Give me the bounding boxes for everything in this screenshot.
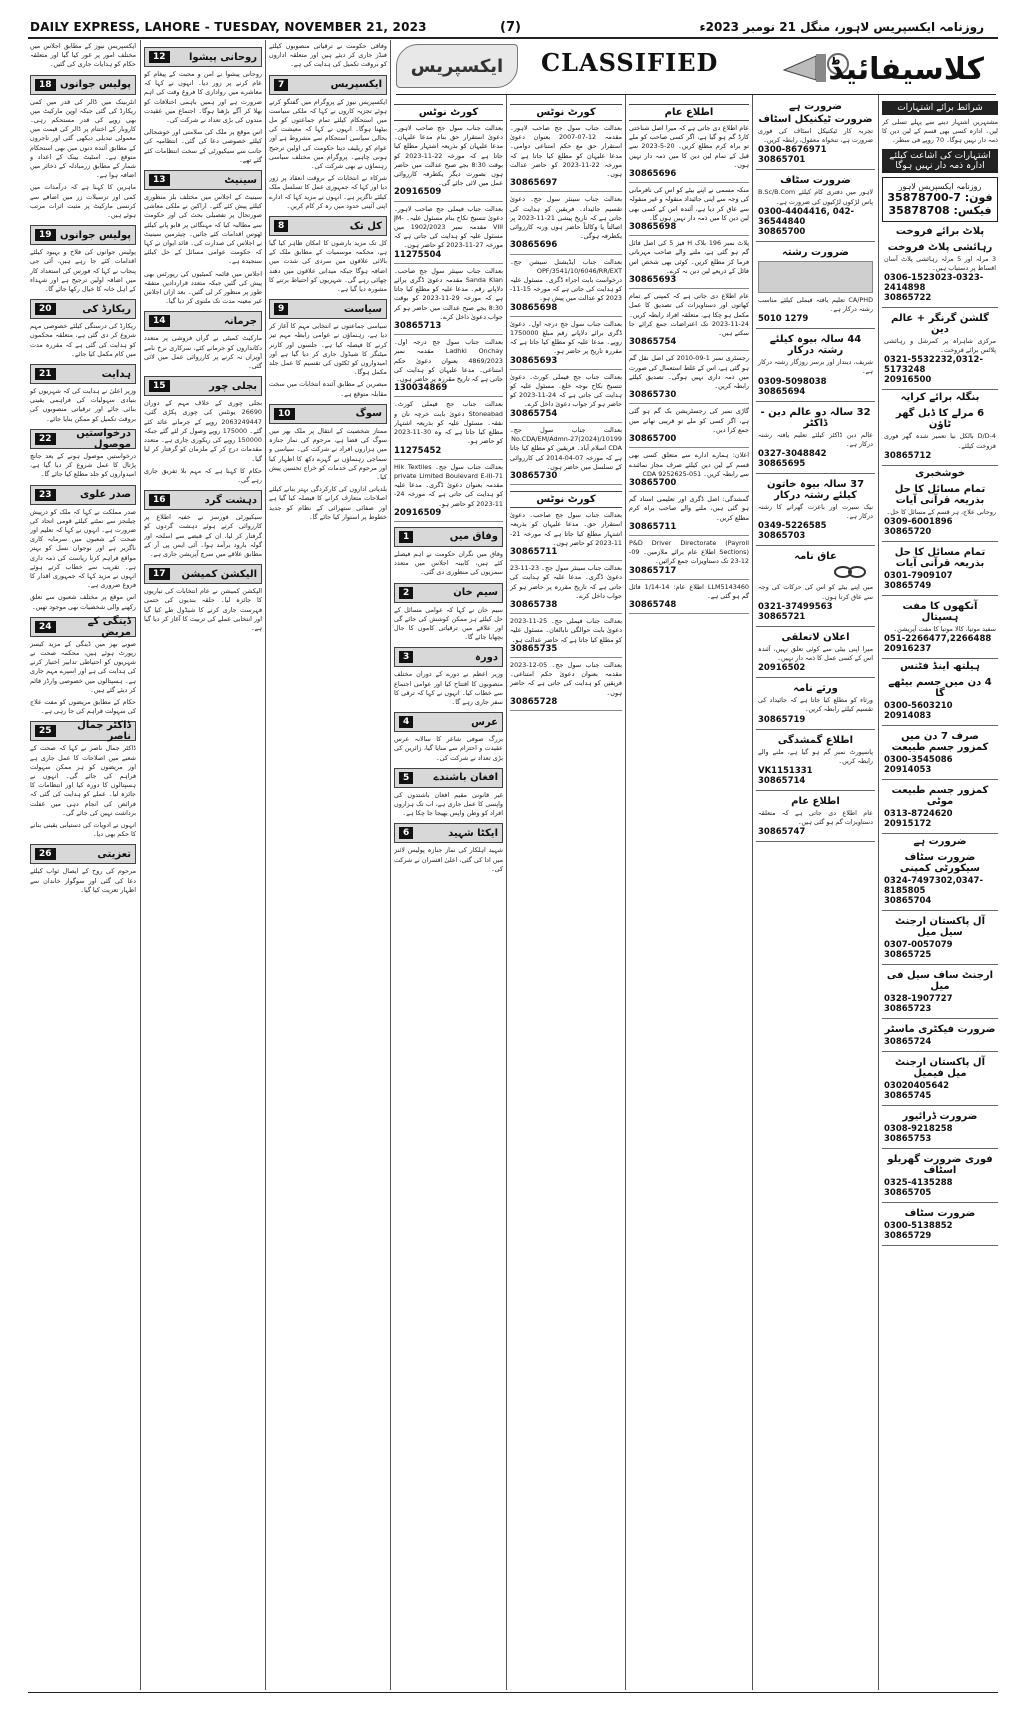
section-header: الیکشن کمیشن 17 <box>144 564 262 584</box>
column-rule <box>265 40 266 1690</box>
classified-ad: 6 مرلے کا ڈبل گھر ٹاؤن 4-D/D بالکل نیا تعمیر شدہ گھر فوری فروخت کیلئے۔ 30865712 <box>882 405 998 465</box>
public-notice: اعلان: ہمارے ادارے سے متعلق کسی بھی قسم کے لین دین کیلئے صرف مجاز نمائندے سے رابطہ کریں۔ 051-9252625 CDA 30865700 <box>629 451 749 492</box>
column-rule <box>625 95 626 1690</box>
public-notice: عام اطلاع دی جاتی ہے کہ کمپنی کے تمام کھاتوں اور دستاویزات کی تصدیق کا عمل مکمل ہو چکا ہے، متعلقہ افراد رابطہ کریں۔ 24-11-2023 تک اعتراضات جمع کرائے جا سکتے ہیں۔ 30865754 <box>629 292 749 351</box>
section-header: افغان باشندے 5 <box>394 768 503 788</box>
news-column-1: ایکسپریس نیوز کے مطابق اجلاس میں مختلف امور پر غور کیا گیا اور متعلقہ حکام کو ہدایات جاری کی گئیں۔ پولیس جوانوں 18 انٹربینک میں ڈالر کی قدر میں کمی ریکارڈ کی گئی جبکہ اوپن مارکیٹ میں بھی روپے کی قدر مستحکم رہی۔ کاروبار کے اختتام پر ڈالر کی قیمت میں معمولی تبدیلی دیکھی گئی اور تاجروں کے مطابق آئندہ دنوں میں بھی استحکام متوقع ہے۔ اسٹیٹ بینک کے اعداد و شمار کے مطابق زرمبادلہ کے ذخائر میں اضافہ ہوا ہے۔ ماہرین کا کہنا ہے کہ درآمدات میں کمی اور ترسیلات زر میں اضافے سے کرنسی مارکیٹ پر مثبت اثرات مرتب ہوئے ہیں۔ پولیس جوانوں 19 پولیس جوانوں کی فلاح و بہبود کیلئے اقدامات کئے جا رہے ہیں، آئی جی پنجاب نے کہا کہ فورس کی استعداد کار میں اضافہ اولین ترجیح ہے اور شہداء کے اہل خانہ کا خیال رکھا جائے گا۔ ریکارڈ کی 20 ریکارڈ کی درستگی کیلئے خصوصی مہم شروع کر دی گئی ہے، متعلقہ محکموں کو ہدایت کی گئی ہے کہ مقررہ مدت میں کام مکمل کیا جائے۔ ہدایت 21 وزیر اعلیٰ نے ہدایت کی کہ شہریوں کو بنیادی سہولیات کی فراہمی یقینی بنائی جائے اور ترقیاتی منصوبوں کی بروقت تکمیل کو ممکن بنایا جائے۔ درخواستیں موصول 22 درخواستیں موصول ہونے کے بعد جانچ پڑتال کا عمل شروع کر دیا گیا ہے، امیدواروں کو جلد مطلع کیا جائے گا۔ صدر علوی 23 صدر مملکت نے کہا کہ ملک کو درپیش چیلنجز سے نمٹنے کیلئے قومی اتحاد کی ضرورت ہے۔ انہوں نے کہا کہ تعلیم اور صحت کے شعبوں میں سرمایہ کاری ناگزیر ہے اور نوجوان نسل کو بہتر مواقع فراہم کرنا ریاست کی ذمہ داری ہے۔ تقریب سے خطاب کرتے ہوئے انہوں نے مزید کہا کہ جمہوری اقدار کا فروغ ضروری ہے۔ اس موقع پر مختلف شعبوں سے تعلق رکھنے والی شخصیات بھی موجود تھیں۔ ڈینگی کے مریض 24 صوبے بھر میں ڈینگی کے مزید کیسز رپورٹ ہوئے ہیں، محکمہ صحت نے شہریوں کو احتیاطی تدابیر اختیار کرنے کی ہدایت کی ہے اور اسپرے مہم جاری ہے۔ ہسپتالوں میں خصوصی وارڈز قائم کر دیئے گئے ہیں۔ حکام کے مطابق مریضوں کو مفت علاج کی سہولت فراہم کی جا رہی ہے۔ ڈاکٹر جمال ناصر 25 ڈاکٹر جمال ناصر نے کہا کہ صحت کے شعبے میں اصلاحات کا عمل جاری ہے اور مریضوں کو ہر ممکن سہولت فراہم کی جائے گی۔ انہوں نے ہسپتالوں کا دورہ کیا اور انتظامات کا جائزہ لیا۔ عملے کو ہدایت کی گئی کہ فرائض کی انجام دہی میں غفلت برداشت نہیں کی جائے گی۔ انہوں نے ادویات کی دستیابی یقینی بنانے کا حکم بھی دیا۔ تعزیتی 26 مرحوم کی روح کے ایصال ثواب کیلئے دعا کی گئی اور سوگوار خاندان سے اظہار تعزیت کیا گیا۔ <box>30 42 136 894</box>
classified-urdu-title: کلاسیفائیڈ <box>828 52 984 87</box>
classified-ad: ضرورت ہے ضرورت ٹیکنیکل اسٹاف تجربہ کار ٹیکنیکل اسٹاف کی فوری ضرورت ہے، تنخواہ معقول، رابطہ کریں۔ 0300-8676971 30865701 <box>756 98 875 170</box>
classified-ad: اطلاع گمشدگی پاسپورٹ نمبر گم ہو گیا ہے، ملنے والے رابطہ کریں۔ VK1151331 30865714 <box>756 732 875 791</box>
category-label: ضرورت ہے <box>913 836 967 848</box>
terms-text: مشتہرین اشتہار دینے سے پہلے تسلی کر لیں۔ ادارہ کسی بھی قسم کے لین دین کا ذمہ دار نہیں ہوگا۔ 70 روپے فی سطر۔ <box>882 118 998 145</box>
court-notice: بعدالت جناب سول جج۔ 05-12-2023 مقدمہ بعنوان دعویٰ حکم امتناعی۔ فریقین کو ہدایت کی جاتی ہے کہ حاضر ہوں۔ 30865728 <box>510 661 622 711</box>
section-header: بجلی چور 15 <box>144 376 262 396</box>
public-notice: گاڑی نمبر کی رجسٹریشن بک گم ہو گئی ہے، اگر کسی کو ملے تو قریبی تھانے میں جمع کرا دیں۔ 30865700 <box>629 407 749 448</box>
section-header: صدر علوی 23 <box>30 485 136 505</box>
classified-ad: ورثے نامہ ورثاء کو مطلع کیا جاتا ہے کہ جائیداد کی تقسیم کیلئے رابطہ کریں۔ 30865719 <box>756 680 875 729</box>
section-header: روحانی پیشوا 12 <box>144 47 262 67</box>
matrimonial-image <box>758 261 873 293</box>
terms-bar: شرائط برائے اشتہارات <box>882 101 998 115</box>
classified-ad: 4 دن میں جسم بیٹھے گا 0300-5603210 20914083 <box>882 674 998 726</box>
classified-ad: ضرورت ڈرائیور 0308-9218258 30865753 <box>882 1108 998 1149</box>
news-column-2: روحانی پیشوا 12 روحانی پیشوا نے امن و محبت کے پیغام کو عام کرنے پر زور دیا۔ انہوں نے کہا کہ معاشرے میں رواداری کا فروغ وقت کی اہم ضرورت ہے اور ہمیں باہمی اختلافات کو بھلا کر آگے بڑھنا ہوگا۔ اجتماع میں عقیدت مندوں کی بڑی تعداد نے شرکت کی۔ اس موقع پر ملک کی سلامتی اور خوشحالی کیلئے خصوصی دعا کی گئی۔ انتظامیہ کی جانب سے سیکیورٹی کے سخت انتظامات کئے گئے تھے۔ سینیٹ 13 سینیٹ کے اجلاس میں مختلف بلز منظوری کیلئے پیش کئے گئے۔ اراکین نے ملکی معاشی صورتحال پر تفصیلی بحث کی اور حکومت سے مطالبہ کیا کہ مہنگائی پر قابو پانے کیلئے ٹھوس اقدامات کئے جائیں۔ چیئرمین سینیٹ نے اجلاس کی صدارت کی۔ قائد ایوان نے کہا کہ حکومت عوامی مسائل کے حل کیلئے سنجیدہ ہے۔ اجلاس میں قائمہ کمیٹیوں کی رپورٹس بھی پیش کی گئیں جبکہ متعدد قراردادیں متفقہ طور پر منظور کر لی گئیں۔ بعد ازاں اجلاس غیر معینہ مدت تک ملتوی کر دیا گیا۔ جرمانہ 14 مارکیٹ کمیٹی نے گراں فروشی پر متعدد دکانداروں کو جرمانے کئے، سرکاری نرخ نامے آویزاں نہ کرنے پر کارروائی عمل میں لائی گئی۔ بجلی چور 15 بجلی چوری کے خلاف مہم کے دوران 26690 یونٹس کی چوری پکڑی گئی، 2063249447 روپے کے جرمانے عائد کئے گئے۔ 175000 روپے وصول کر لئے گئے جبکہ 150000 روپے کی ریکوری جاری ہے۔ متعدد مقدمات درج کر کے ملزمان کو گرفتار کر لیا گیا۔ حکام کا کہنا ہے کہ مہم بلا تفریق جاری رہے گی۔ دہشت گرد 16 سیکیورٹی فورسز نے خفیہ اطلاع پر کارروائی کرتے ہوئے دہشت گردوں کو گرفتار کر لیا، ان کے قبضے سے اسلحہ اور گولہ بارود برآمد ہوا۔ آئی ایس پی آر کے مطابق علاقے میں سرچ آپریشن جاری ہے۔ الیکشن کمیشن 17 الیکشن کمیشن نے عام انتخابات کی تیاریوں کا جائزہ لیا۔ حلقہ بندیوں کی حتمی فہرست جاری کرنے کا شیڈول طے کیا گیا اور انتخابی عملے کی تربیت کا آغاز کر دیا گیا ہے۔ <box>144 42 262 1690</box>
public-notice-header: اطلاع عام <box>629 104 749 121</box>
court-notice: بعدالت جناب جج فیملی کورٹ۔ دعویٰ تنسیخ نکاح بوجہ خلع۔ مسئول علیہ کو ہدایت کی جاتی ہے کہ 24-11-2023 کو حاضر ہو کر جواب دعویٰ داخل کرے۔ 30865754 <box>510 373 622 423</box>
court-notice: بعدالت جناب سول جج صاحب لاہور۔ مقدمہ 12-07-2007 بعنوان دعویٰ استقرار حق مع حکم امتناعی دوامی۔ مدعا علیہان کو مطلع کیا جاتا ہے کہ مورخہ 22-11-2023 کو حاضر عدالت ہوں۔ 30865697 <box>510 124 622 192</box>
public-notice: P&D Driver Directorate (Payroll Sections) اطلاع عام برائے ملازمین۔ 09-12-23 تک دستاویزات جمع کرائیں۔ 30865717 <box>629 539 749 580</box>
classified-ad: آنکھوں کا مفت ہسپتال سفید موتیا، کالا موتیا کا مفت آپریشن۔ 051-2266477,2266488 20916237 <box>882 598 998 659</box>
court-notice: بعدالت جناب فیملی جج۔ 25-11-2023 دعویٰ بابت حوالگی نابالغان۔ مسئول علیہ کو مطلع کیا جاتا ہے کہ حاضر عدالت ہو۔ 30865735 <box>510 617 622 658</box>
news-text: ایکسپریس نیوز کے مطابق اجلاس میں مختلف امور پر غور کیا گیا اور متعلقہ حکام کو ہدایات جاری کی گئیں۔ <box>30 42 136 69</box>
section-header: سیاست 9 <box>269 299 387 319</box>
court-notice: بعدالت جناب سینئر سول جج۔ دعویٰ تقسیم جائیداد۔ فریقین کو ہدایت کی جاتی ہے کہ تاریخ پیشی 21-11-2023 پر اصالتاً یا وکالتاً حاضر ہوں ورنہ کارروائی یکطرفہ ہوگی۔ 30865696 <box>510 195 622 254</box>
section-header: وفاق میں 1 <box>394 527 503 547</box>
classified-title: CLASSIFIED <box>541 48 719 77</box>
court-notice: بعدالت جناب سول جج صاحب لاہور۔ دعویٰ استقرار حق بنام مدعا علیہان۔ مدعا علیہان کو بذریعہ اشتہار مطلع کیا جاتا ہے کہ مورخہ 22-11-2023 کو بوقت 8:30 بجے صبح عدالت میں حاضر ہوں بصورت دیگر یکطرفہ کارروائی عمل میں لائی جائے گی۔ 20916509 <box>394 124 503 202</box>
section-header: ڈینگی کے مریض 24 <box>30 617 136 637</box>
category-label: بنگلہ برائے کرایہ <box>900 392 980 404</box>
court-notice: بعدالت جناب سینئر سول جج۔ 23-11-23 دعویٰ ڈگری۔ مدعا علیہ کو ہدایت کی جاتی ہے کہ تاریخ مقررہ پر حاضر ہو کر جواب داخل کرے۔ 30865738 <box>510 564 622 614</box>
court-notice: بعدالت جناب سول جج۔ Hik Textiles private Limited Boulevard E-III-71 مقدمہ بعنوان دعویٰ ڈگری۔ مدعا علیہ کو ہدایت کی جاتی ہے کہ مورخہ 24-11-2023 کو حاضر ہو۔ 20916509 <box>394 463 503 522</box>
classified-ad: تمام مسائل کا حل بذریعہ قرآنی آیات روحانی علاج، ہر قسم کے مسائل کا حل۔ 0309-6001896 30865720 <box>882 481 998 542</box>
court-notice: بعدالت جناب جج فیملی کورٹ۔ Stoneabad دعویٰ بابت خرچہ نان و نفقہ۔ مسئول علیہ کو بذریعہ اشتہار مطلع کیا جاتا ہے کہ وہ 30-11-2023 کو حاضر ہو۔ 11275452 <box>394 400 503 459</box>
classified-ad: اعلان لاتعلقی میرا اپنی بیٹی سے کوئی تعلق نہیں، آئندہ اس کے کسی عمل کا ذمہ دار نہیں۔ 20916502 <box>756 629 875 678</box>
public-notice: پلاٹ نمبر 196 بلاک H فیز 5 کی اصل فائل گم ہو گئی ہے، ملنے والے صاحب مہربانی فرما کر مطلع کریں۔ کوئی بھی شخص اس فائل کے ذریعے لین دین نہ کرے۔ 30865693 <box>629 239 749 289</box>
classified-ad: تمام مسائل کا حل بذریعہ قرآنی آیات 0301-7909107 30865749 <box>882 544 998 596</box>
section-header: کل تک 8 <box>269 216 387 236</box>
category-label: پلاٹ برائے فروخت <box>895 225 985 237</box>
public-notice: منکہ مسمی نے اپنے بیٹے کو اس کی نافرمانی کی وجہ سے اپنی جائیداد منقولہ و غیر منقولہ سے عاق کر دیا ہے، آئندہ اس کے کسی بھی لین دین کا میں ذمہ دار نہیں ہوں گا۔ 30865698 <box>629 186 749 236</box>
footer-rule <box>28 1692 998 1693</box>
page-number: (7) <box>500 20 521 35</box>
court-notice: بعدالت جناب سول جج صاحب۔ دعویٰ استقرار حق۔ مدعا علیہان کو بذریعہ اشتہار مطلع کیا جاتا ہے کہ مورخہ 21-11-2023 کو حاضر ہوں۔ 30865711 <box>510 511 622 561</box>
section-header: جرمانہ 14 <box>144 311 262 331</box>
public-notice: عام اطلاع دی جاتی ہے کہ میرا اصل شناختی کارڈ گم ہو گیا ہے، اگر کسی صاحب کو ملے تو براہ کرم مطلع کریں۔ 20-5-2023 سے قبل کے تمام لین دین کا میں ذمہ دار نہیں ہوں۔ 30865696 <box>629 124 749 183</box>
public-notice-column <box>629 98 749 1690</box>
section-header: سینیٹ 13 <box>144 170 262 190</box>
court-notice: بعدالت جناب سول جج۔ No.CDA/EM/Admn-27(2024)/10199 CDA اسلام آباد۔ فریقین کو مطلع کیا جاتا ہے کہ مورخہ 07-04-2014 کی کارروائی کے تسلسل میں حاضر ہوں۔ 30865730 <box>510 426 622 485</box>
section-header: پولیس جوانوں 19 <box>30 225 136 245</box>
court-notice: بعدالت جناب ایڈیشنل سیشن جج۔ OPF/3541/10/6046/RR/EXT درخواست بابت اجراء ڈگری۔ مسئول علیہ کو ہدایت کی جاتی ہے کہ مورخہ 15-11-2023 کو عدالت میں پیش ہو۔ 30865698 <box>510 258 622 317</box>
classified-ad: آل پاکستان ارجنٹ میل فیمیل 03020405642 30865745 <box>882 1054 998 1106</box>
court-notice: بعدالت جناب سینئر سول جج صاحب۔ Sanda Klan مقدمہ دعویٰ ڈگری برائے دلاپانے رقم۔ مدعا علیہ کو مطلع کیا جاتا ہے کہ مورخہ 29-11-2023 کو بوقت 8:30 بجے صبح عدالت میں حاضر ہو کر جواب دعویٰ داخل کرے۔ 30865713 <box>394 267 503 335</box>
classified-ad: رہائشی پلاٹ فروخت 3 مرلہ اور 5 مرلہ رہائشی پلاٹ آسان اقساط پر دستیاب ہیں۔ 0306-1523023-0323-2414898 30865722 <box>882 239 998 308</box>
contact-box: روزنامہ ایکسپریس لاہور فون: 35878700-7 فیکس: 35878708 <box>882 177 998 222</box>
classified-ads-column <box>756 98 875 1690</box>
column-rule <box>140 40 141 1690</box>
court-notice: بعدالت جناب سول جج درجہ اول۔ دعویٰ ڈگری برائے دلاپانے رقم مبلغ 1750000 روپے۔ مدعا علیہ کو مطلع کیا جاتا ہے کہ مقررہ تاریخ پر حاضر ہو۔ 30865693 <box>510 320 622 370</box>
court-notice: بعدالت جناب فیملی جج صاحب لاہور۔ دعویٰ تنسیخ نکاح بنام مسئول علیہ۔ JM-VIII مقدمہ نمبر 1902/2023 میں مسئول علیہ کو ہدایت کی جاتی ہے کہ مورخہ 27-11-2023 کو حاضر ہوں۔ 11275504 <box>394 205 503 264</box>
classified-ad: فوری ضرورت گھریلو اسٹاف 0325-4135288 30865705 <box>882 1151 998 1203</box>
classified-masthead <box>396 40 868 92</box>
chain-icon <box>833 565 873 579</box>
section-header: تعزیتی 26 <box>30 844 136 864</box>
classified-ad: عاق نامہ میں اپنے بیٹے کو اس کی حرکات کی وجہ سے عاق کرتا ہوں۔ 0321-37499563 30865721 <box>756 548 875 626</box>
right-ads-column <box>882 98 998 1690</box>
classified-ad: ارجنٹ ساف سیل فی میل 0328-1907727 30865723 <box>882 967 998 1019</box>
classified-ad: صرف 7 دن میں کمزور جسم طبیعت 0300-3545086 20914053 <box>882 728 998 780</box>
section-header: ڈاکٹر جمال ناصر 25 <box>30 721 136 741</box>
public-notice: رجسٹری نمبر 1-09-2010 کی اصل نقل گم ہو گئی ہے، اس کے غلط استعمال کی صورت میں ذمہ داری نہیں ہوگی۔ تصدیق کیلئے رابطہ کریں۔ 30865730 <box>629 354 749 404</box>
classified-ad: 37 سالہ بیوہ خاتون کیلئے رشتہ درکار نیک سیرت اور باعزت گھرانے کا رشتہ درکار ہے۔ 0349-5226585 30865703 <box>756 476 875 546</box>
classified-ad: کمزور جسم طبیعت موٹی 0313-8724620 20915172 <box>882 782 998 834</box>
court-notice-header: کورٹ نوٹس <box>510 491 622 508</box>
section-header: دہشت گرد 16 <box>144 490 262 510</box>
public-notice: LLM5143460 اطلاع عام: 14-1/14 فائل گم ہو گئی ہے۔ 30865748 <box>629 583 749 615</box>
classified-ad: ضرورت فیکٹری ماسٹر 30865724 <box>882 1021 998 1052</box>
court-notice-column: کورٹ نوٹس بعدالت جناب سول جج صاحب لاہور۔ دعویٰ استقرار حق بنام مدعا علیہان۔ مدعا علیہان کو بذریعہ اشتہار مطلع کیا جاتا ہے کہ مورخہ 22-11-2023 کو بوقت 8:30 بجے صبح عدالت میں حاضر ہوں بصورت دیگر یکطرفہ کارروائی عمل میں لائی جائے گی۔ 20916509 بعدالت جناب فیملی جج صاحب لاہور۔ دعویٰ تنسیخ نکاح بنام مسئول علیہ۔ JM-VIII مقدمہ نمبر 1902/2023 میں مسئول علیہ کو ہدایت کی جاتی ہے کہ مورخہ 27-11-2023 کو حاضر ہوں۔ 11275504 بعدالت جناب سینئر سول جج صاحب۔ Sanda Klan مقدمہ دعویٰ ڈگری برائے دلاپانے رقم۔ مدعا علیہ کو مطلع کیا جاتا ہے کہ مورخہ 29-11-2023 کو بوقت 8:30 بجے صبح عدالت میں حاضر ہو کر جواب دعویٰ داخل کرے۔ 30865713 بعدالت جناب سول جج درجہ اول۔ Ladhki Onchay مقدمہ نمبر 4869/2023 بعنوان دعویٰ حکم امتناعی۔ مدعا علیہان کو ہدایت کی جاتی ہے کہ تاریخ مقررہ پر حاضر ہوں۔ 130034869 بعدالت جناب جج فیملی کورٹ۔ Stoneabad دعویٰ بابت خرچہ نان و نفقہ۔ مسئول علیہ کو بذریعہ اشتہار مطلع کیا جاتا ہے کہ وہ 30-11-2023 کو حاضر ہو۔ 11275452 بعدالت جناب سول جج۔ Hik Textiles private Limited Boulevard E-III-71 مقدمہ بعنوان دعویٰ ڈگری۔ مدعا علیہ کو ہدایت کی جاتی ہے کہ مورخہ 24-11-2023 کو حاضر ہو۔ 20916509 وفاق میں 1 وفاق میں نگران حکومت نے اہم فیصلے کئے ہیں، کابینہ اجلاس میں متعدد سمریوں کی منظوری دی گئی۔ سیم خان 2 سیم خان نے کہا کہ عوامی مسائل کے حل کیلئے ہر ممکن کوشش کی جائے گی اور علاقے میں ترقیاتی کاموں کا جال بچھایا جائے گا۔ دورہ 3 وزیر اعظم نے دورے کے دوران مختلف منصوبوں کا افتتاح کیا اور عوامی اجتماع سے خطاب کیا۔ انہوں نے کہا کہ ترقی کا سفر جاری رہے گا۔ عرس 4 بزرگ صوفی شاعر کا سالانہ عرس عقیدت و احترام سے منایا گیا، زائرین کی بڑی تعداد نے شرکت کی۔ افغان باشندے 5 غیر قانونی مقیم افغان باشندوں کی واپسی کا عمل جاری ہے، اب تک ہزاروں افراد کو وطن واپس بھیجا جا چکا ہے۔ ایکٹا شہید 6 شہید اہلکار کی نماز جنازہ پولیس لائنز میں ادا کی گئی، اعلیٰ افسران نے شرکت کی۔ <box>394 98 503 1690</box>
column-rule <box>752 95 753 1690</box>
court-notice: بعدالت جناب سول جج درجہ اول۔ Ladhki Onchay مقدمہ نمبر 4869/2023 بعنوان دعویٰ حکم امتناعی۔ مدعا علیہان کو ہدایت کی جاتی ہے کہ تاریخ مقررہ پر حاضر ہوں۔ 130034869 <box>394 338 503 397</box>
court-notice-header: کورٹ نوٹس <box>510 104 622 121</box>
category-label: خوشخبری <box>915 467 965 479</box>
column-rule <box>390 40 391 1690</box>
court-notice-column-2 <box>510 98 622 1690</box>
masthead-rule <box>396 94 996 95</box>
newspaper-date-line: DAILY EXPRESS, LAHORE - TUESDAY, NOVEMBER 21, 2023 <box>30 20 427 34</box>
section-header: دورہ 3 <box>394 647 503 667</box>
classified-ad: ضرورت سٹاف 0300-5138852 30865729 <box>882 1205 998 1246</box>
section-header: عرس 4 <box>394 712 503 732</box>
section-header: سوگ 10 <box>269 404 387 424</box>
classified-ad: آل پاکستان ارجنٹ سیل میل 0307-0057079 30865725 <box>882 913 998 965</box>
classified-ad: 32 سالہ دو عالم دین - ڈاکٹر عالم دین ڈاکٹر کیلئے تعلیم یافتہ رشتہ درکار ہے۔ 0327-3048842 30865695 <box>756 404 875 474</box>
express-logo: ایکسپریس <box>396 44 518 88</box>
header-rule <box>28 37 998 39</box>
section-header: پولیس جوانوں 18 <box>30 75 136 95</box>
classified-ad: اطلاع عام عام اطلاع دی جاتی ہے کہ متعلقہ دستاویزات گم ہو گئی ہیں۔ 30865747 <box>756 793 875 842</box>
classified-ad: ضرورت سٹاف سیکورٹی کمپنی 0324-7497302,0347-8185805 30865704 <box>882 849 998 911</box>
section-header: درخواستیں موصول 22 <box>30 429 136 449</box>
classified-ad: 44 سالہ بیوہ کیلئے رشتہ درکار شریف، دیندار اور برسر روزگار رشتہ درکار ہے۔ 0309-5098038 30865694 <box>756 331 875 401</box>
section-header: ایکسپریس 7 <box>269 75 387 95</box>
news-column-3: وفاقی حکومت نے ترقیاتی منصوبوں کیلئے فنڈز جاری کر دیئے ہیں اور متعلقہ اداروں کو بروقت تکمیل کی ہدایت کی ہے۔ ایکسپریس 7 ایکسپریس نیوز کے پروگرام میں گفتگو کرتے ہوئے تجزیہ کاروں نے کہا کہ ملکی سیاست میں استحکام کیلئے تمام جماعتوں کو مل بیٹھنا ہوگا۔ انہوں نے کہا کہ معیشت کی بحالی سیاسی استحکام سے مشروط ہے اور عوام کو ریلیف دینا حکومت کی اولین ترجیح ہونی چاہیے۔ پروگرام میں مختلف سیاسی رہنماؤں نے بھی شرکت کی۔ شرکاء نے انتخابات کے بروقت انعقاد پر زور دیا اور کہا کہ جمہوری عمل کا تسلسل ملک کیلئے ناگزیر ہے۔ انہوں نے مزید کہا کہ ادارے اپنی آئینی حدود میں رہ کر کام کریں۔ کل تک 8 کل تک مزید بارشوں کا امکان ظاہر کیا گیا ہے، محکمہ موسمیات کے مطابق ملک کے بالائی علاقوں میں سردی کی شدت میں اضافہ ہوگا جبکہ میدانی علاقوں میں دھند چھائی رہے گی۔ شہریوں کو احتیاط برتنے کا مشورہ دیا گیا ہے۔ سیاست 9 سیاسی جماعتوں نے انتخابی مہم کا آغاز کر دیا ہے، رہنماؤں نے عوامی رابطہ مہم تیز کرنے کا فیصلہ کیا ہے۔ جلسوں اور کارنر میٹنگز کا شیڈول جاری کر دیا گیا ہے اور امیدواروں کو ٹکٹوں کی تقسیم کا عمل جلد مکمل ہوگا۔ مبصرین کے مطابق آئندہ انتخابات میں سخت مقابلہ متوقع ہے۔ سوگ 10 ممتاز شخصیت کے انتقال پر ملک بھر میں سوگ کی فضا ہے، مرحوم کی نماز جنازہ میں ہزاروں افراد نے شرکت کی۔ سیاسی و سماجی رہنماؤں نے گہرے دکھ کا اظہار کیا اور مرحوم کی خدمات کو خراج تحسین پیش کیا۔ بلدیاتی اداروں کی کارکردگی بہتر بنانے کیلئے اصلاحات متعارف کرانے کا فیصلہ کیا گیا ہے اور صفائی ستھرائی کے نظام کو جدید خطوط پر استوار کیا جائے گا۔ <box>269 42 387 521</box>
section-header: ہدایت 21 <box>30 364 136 384</box>
classified-ad: ضرورت سٹاف لاہور میں دفتری کام کیلئے B.Sc/B.Com پاس لڑکوں لڑکیوں کی ضرورت ہے۔ 0300-4404416, 042-36544840 30865700 <box>756 172 875 241</box>
court-notice-header: کورٹ نوٹس <box>394 104 503 121</box>
column-rule <box>506 95 507 1690</box>
column-rule <box>878 95 879 1690</box>
section-header: ریکارڈ کی 20 <box>30 299 136 319</box>
urdu-date-line: روزنامہ ایکسپریس لاہور، منگل 21 نومبر 2023ء <box>699 20 984 34</box>
public-notice: گمشدگی: اصل ڈگری اور تعلیمی اسناد گم ہو گئی ہیں، ملنے والے صاحب براہ کرم مطلع کریں۔ 30865711 <box>629 495 749 536</box>
classified-ad: گلشن گرنگر + عالم دین مرکزی شاہراہ پر کمرشل و رہائشی پلاٹس برائے فروخت۔ 0321-5532232,0312-5173248 20916500 <box>882 310 998 390</box>
section-header: سیم خان 2 <box>394 583 503 603</box>
section-header: ایکٹا شہید 6 <box>394 823 503 843</box>
category-label: ہیلتھ اینڈ فٹنس <box>900 661 980 673</box>
terms-note: اشتہارات کی اشاعت کیلئے ادارہ ذمہ دار نہیں ہوگا <box>882 149 998 173</box>
classified-ad: ضرورت رشتہ CA/PHD تعلیم یافتہ فیملی کیلئے مناسب رشتہ درکار ہے۔ 5010 1279 <box>756 244 875 329</box>
